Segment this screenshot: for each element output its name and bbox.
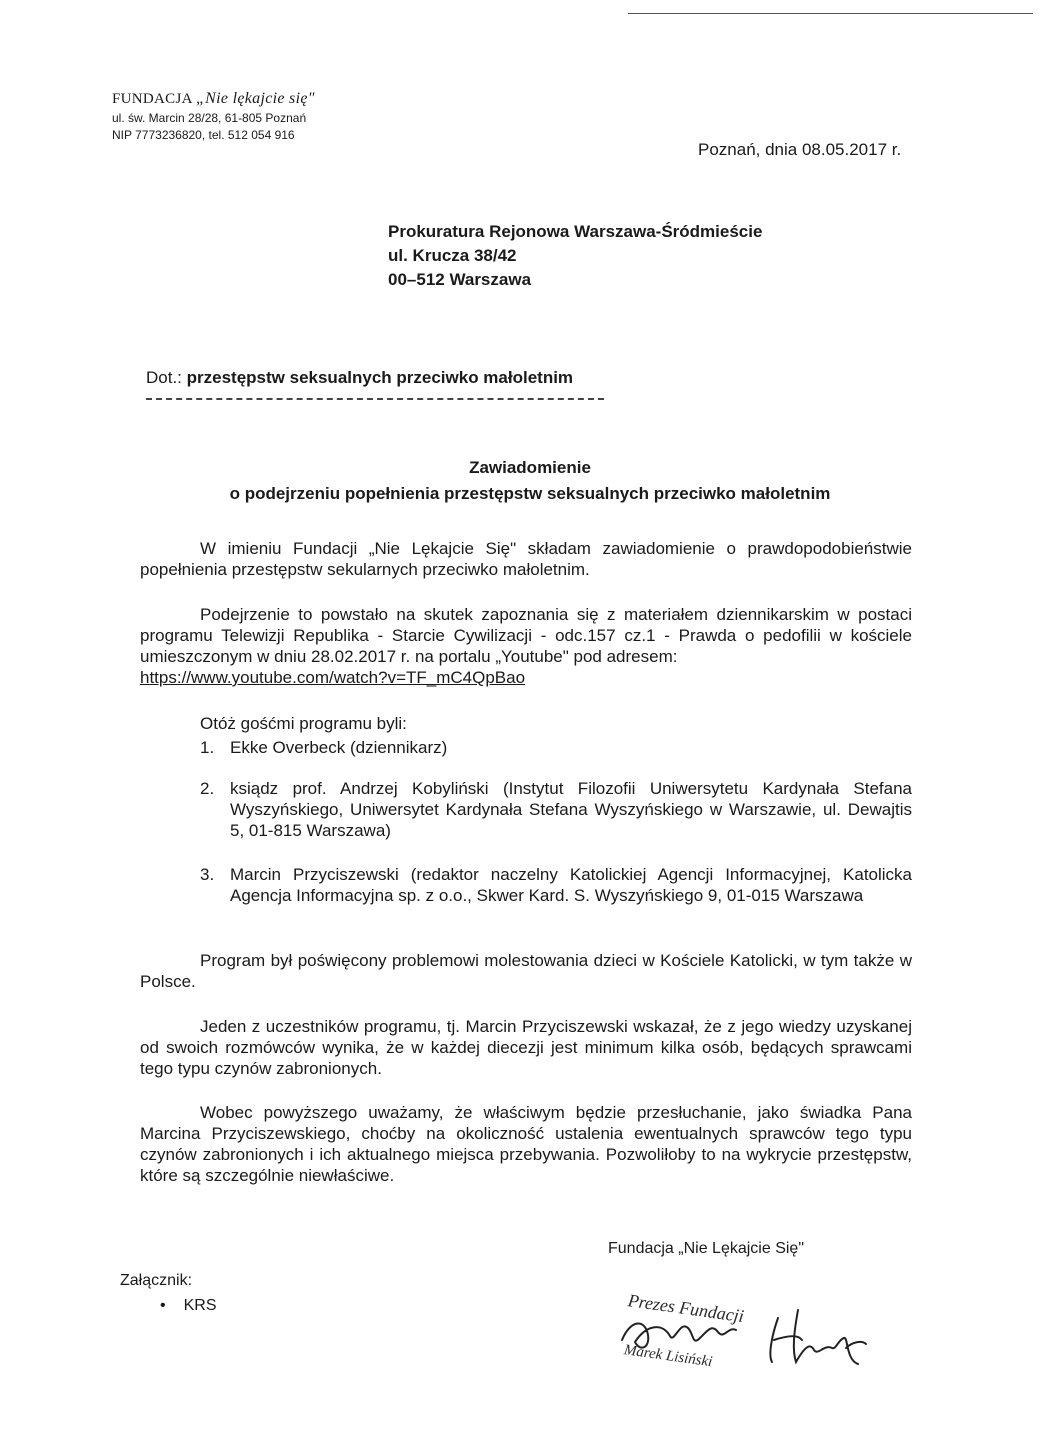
paragraph-5: Wobec powyższego uważamy, że właściwym będzie przesłuchanie, jako świadka Pana Marcina Przyciszewskiego, choćby na okoliczność ustalenia ewentualnych sprawców tego typu czynów zabronionych i ich aktualnego miejsca przebywania. Pozwoliłoby to na wykrycie przestępstw, które są szczególnie niewłaściwe. bbox=[140, 1103, 912, 1185]
attachments-label: Załącznik: bbox=[120, 1272, 193, 1289]
handwritten-signature bbox=[600, 1280, 900, 1400]
paragraph-3: Program był poświęcony problemowi molestowania dzieci w Kościele Katolicki, w tym także w Polsce. bbox=[140, 951, 912, 991]
youtube-link[interactable]: https://www.youtube.com/watch?v=TF_mC4QpBao bbox=[140, 668, 526, 687]
heading-title: Zawiadomienie bbox=[469, 458, 591, 477]
guest-text: Marcin Przyciszewski (redaktor naczelny Katolickiej Agencji Informacyjnej, Katolicka Agencja Informacyjna sp. z o.o., Skwer Kard. S. Wyszyńskiego 9, 01-015 Warszawa bbox=[230, 865, 912, 905]
document-heading bbox=[150, 455, 910, 507]
place-date: Poznań, dnia 08.05.2017 r. bbox=[698, 140, 902, 159]
top-edge-line bbox=[628, 13, 1033, 14]
stamp-title: Prezes Fundacji bbox=[626, 1290, 746, 1327]
paragraph-2 bbox=[140, 604, 912, 688]
recipient-block bbox=[388, 220, 762, 292]
guest-text: Ekke Overbeck (dziennikarz) bbox=[230, 738, 448, 757]
sender-org-name: FUNDACJA bbox=[112, 91, 192, 107]
guest-item-3 bbox=[200, 864, 912, 906]
sender-address: ul. św. Marcin 28/28, 61-805 Poznań bbox=[112, 111, 307, 125]
subject-line bbox=[146, 368, 573, 388]
paragraph-4: Jeden z uczestników programu, tj. Marcin Przyciszewski wskazał, że z jego wiedzy uzyskanej od swoich rozmówców wynika, że w każdej diecezji jest minimum kilka osób, będących sprawcami tego typu czynów zabronionych. bbox=[140, 1017, 912, 1078]
guest-number: 1. bbox=[200, 738, 215, 757]
attachment-item bbox=[160, 1297, 217, 1315]
sender-block bbox=[112, 90, 372, 142]
guest-list-intro: Otóż gośćmi programu byli: bbox=[200, 714, 407, 733]
stamp-name: Marek Lisiński bbox=[622, 1342, 714, 1371]
paragraph-1: W imieniu Fundacji „Nie Lękajcie Się" składam zawiadomienie o prawdopodobieństwie popełnienia przestępstw sekularnych przeciwko małoletnim. bbox=[140, 539, 912, 579]
guest-item-2 bbox=[200, 778, 912, 841]
subject-label: Dot.: bbox=[146, 368, 182, 387]
closing-foundation: Fundacja „Nie Lękajcie Się" bbox=[608, 1240, 804, 1257]
subject-text: przestępstw seksualnych przeciwko małoletnim bbox=[186, 368, 574, 387]
guest-item-1 bbox=[200, 737, 912, 758]
recipient-line3: 00–512 Warszawa bbox=[388, 270, 532, 289]
bullet-icon: • bbox=[160, 1297, 166, 1314]
subject-dashed-rule bbox=[146, 398, 604, 400]
guest-number: 2. bbox=[200, 779, 215, 798]
attachment-item-text: KRS bbox=[183, 1297, 217, 1314]
recipient-line1: Prokuratura Rejonowa Warszawa-Śródmieście bbox=[388, 222, 763, 241]
paragraph-2-text: Podejrzenie to powstało na skutek zapoznania się z materiałem dziennikarskim w postaci programu Telewizji Republika - Starcie Cywilizacji - odc.157 cz.1 - Prawda o pedofilii w kościele umieszczonym w dniu 28.02.2017 r. na portalu „Youtube" pod adresem: bbox=[140, 605, 912, 666]
guest-text: ksiądz prof. Andrzej Kobyliński (Instytut Filozofii Uniwersytetu Kardynała Stefana Wyszyńskiego, Uniwersytet Kardynała Stefana Wyszyńskiego w Warszawie, ul. Dewajtis 5, 01-815 Warszawa) bbox=[230, 779, 912, 840]
sender-nip-tel: NIP 7773236820, tel. 512 054 916 bbox=[112, 128, 295, 142]
sender-org bbox=[112, 90, 372, 108]
recipient-line2: ul. Krucza 38/42 bbox=[388, 246, 517, 265]
heading-subtitle: o podejrzeniu popełnienia przestępstw seksualnych przeciwko małoletnim bbox=[229, 484, 831, 503]
sender-org-quote: „Nie lękajcie się" bbox=[195, 90, 315, 107]
guest-number: 3. bbox=[200, 865, 215, 884]
